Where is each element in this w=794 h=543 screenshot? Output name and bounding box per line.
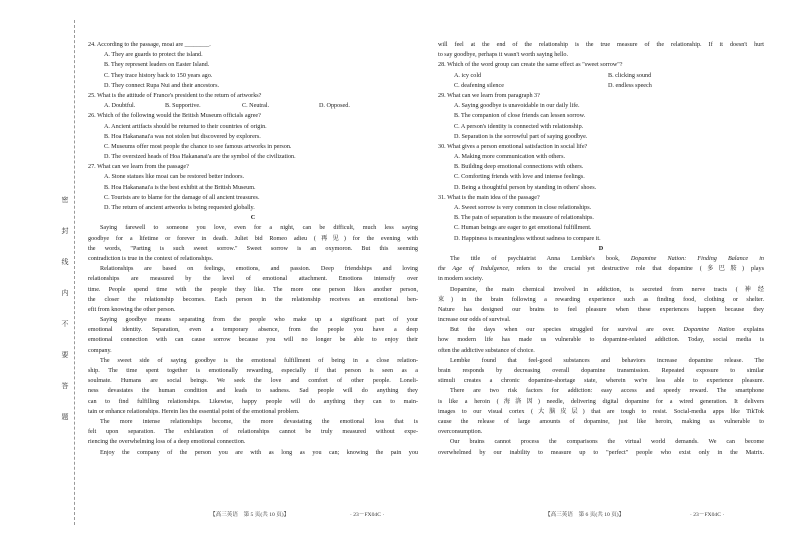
text-run: tain or enhance relationships. Herein lies the essential point of the emotional problem. bbox=[88, 408, 300, 415]
text-run: in modern society. bbox=[438, 276, 484, 283]
text-line bbox=[88, 437, 418, 447]
text-line bbox=[438, 325, 764, 335]
option-row bbox=[438, 71, 764, 81]
text-run: overwhelmed by our inability to measure up to "perfect" people who exist only in the Matrix. bbox=[438, 449, 764, 456]
text-line bbox=[88, 254, 418, 264]
text-line bbox=[438, 203, 764, 213]
text-run: B. Building deep emotional connections with others. bbox=[454, 164, 584, 171]
text-run: 31. What is the main idea of the passage? bbox=[438, 194, 540, 201]
text-line bbox=[438, 111, 764, 121]
text-line bbox=[438, 356, 764, 366]
text-line bbox=[88, 142, 418, 152]
text-run: is like a heroin (海洛因) needle, delivering digital dopamine for a wired generation. It delivers bbox=[438, 398, 764, 405]
seal-note-char: 要 bbox=[61, 351, 69, 359]
text-run: Relationships are based on feelings, emotions, and passion. Deep friendships and loving bbox=[100, 266, 418, 273]
page-label: 【高三英语 第 6 页(共 10 页)】 bbox=[545, 512, 625, 518]
right-column bbox=[438, 40, 764, 458]
text-run: C. Human beings are eager to get emotional fulfillment. bbox=[454, 225, 592, 232]
text-line bbox=[88, 81, 418, 91]
text-run: to say goodbye, perhaps it wasn't worth saying hello. bbox=[438, 52, 569, 59]
text-line bbox=[438, 305, 764, 315]
text-run: B. Hoa Hakananai'a was not stolen but discovered by explorers. bbox=[104, 133, 261, 140]
text-line bbox=[88, 172, 418, 182]
text-line bbox=[88, 295, 418, 305]
text-run: A. They are guards to protect the island. bbox=[104, 52, 203, 59]
text-line bbox=[438, 407, 764, 417]
text-run: Enjoy the company of the person you are with as long as you can; knowing the pain you bbox=[100, 449, 418, 456]
seal-note-char: 题 bbox=[61, 413, 69, 421]
text-run: A. Sweet sorrow is very common in close relationships. bbox=[454, 205, 592, 211]
text-line bbox=[438, 427, 764, 437]
text-run: B. The companion of close friends can lessen sorrow. bbox=[454, 113, 586, 120]
text-line bbox=[438, 254, 764, 264]
footer-left bbox=[210, 510, 385, 518]
text-run: Lembke found that feel-good substances and behaviors increase dopamine release. The bbox=[450, 357, 764, 364]
text-line bbox=[88, 366, 418, 376]
text-line bbox=[88, 162, 418, 172]
seal-line bbox=[74, 20, 75, 525]
text-line bbox=[438, 397, 764, 407]
text-line bbox=[88, 274, 418, 284]
text-run: D. The oversized heads of Hoa Hakananai'a are the symbol of the civilization. bbox=[104, 154, 296, 161]
text-line bbox=[438, 386, 764, 396]
text-line bbox=[88, 427, 418, 437]
italic-title: the Age of Indulgence bbox=[438, 266, 508, 273]
seal-note-char: 内 bbox=[61, 289, 69, 297]
text-run: 27. What can we learn from the passage? bbox=[88, 164, 189, 171]
exam-code: · 23－FX04C · bbox=[690, 512, 725, 518]
text-run: increase our odds of survival. bbox=[438, 317, 511, 324]
answer-option: D. endless speech bbox=[608, 82, 652, 89]
text-line bbox=[88, 397, 418, 407]
text-line bbox=[438, 193, 764, 203]
text-run: efit from knowing the other person. bbox=[88, 306, 176, 313]
text-run: C. A person's identity is connected with relationship. bbox=[454, 123, 584, 130]
text-run: There are two risk factors for addiction: easy access and speedy reward. The smartphone bbox=[450, 388, 764, 395]
binding-margin bbox=[0, 0, 80, 543]
text-run: 28. Which of the word group can create the same effect as "sweet sorrow"? bbox=[438, 62, 623, 69]
text-run: explains bbox=[734, 327, 764, 334]
text-line bbox=[438, 346, 764, 356]
text-run: A. Ancient artifacts should be returned to their countries of origin. bbox=[104, 123, 267, 130]
text-line bbox=[88, 417, 418, 427]
text-run: C. Museums offer most people the chance to see famous artworks in person. bbox=[104, 143, 292, 150]
text-run: , refers to the crucial yet destructive role that dopamine (多巴胺) plays bbox=[507, 266, 764, 273]
text-run: B. The pain of separation is the measure of relationships. bbox=[454, 215, 594, 222]
text-line bbox=[438, 162, 764, 172]
text-run: D. The return of ancient artworks is being requested globally. bbox=[104, 205, 255, 211]
text-run: overconsumption. bbox=[438, 429, 483, 436]
text-run: C bbox=[250, 215, 256, 222]
text-run: 30. What gives a person emotional satisfaction in social life? bbox=[438, 143, 588, 150]
text-run: The more intense relationships become, the more devastating the emotional loss that is bbox=[100, 418, 418, 425]
text-line bbox=[438, 417, 764, 427]
text-line bbox=[88, 346, 418, 356]
exam-code: · 23－FX04C · bbox=[350, 512, 385, 518]
text-run: images to our visual cortex (大脑皮层) that are tough to resist. Social-media apps like TikTok bbox=[438, 408, 764, 415]
section-heading bbox=[88, 213, 418, 223]
text-run: 束) in the brain following a rewarding experience such as finding food, clothing or shelter. bbox=[438, 296, 764, 303]
text-line bbox=[88, 264, 418, 274]
text-line bbox=[438, 122, 764, 132]
text-run: Saying goodbye means separating from the people who make up a significant part of your bbox=[100, 317, 418, 324]
text-line bbox=[438, 295, 764, 305]
text-line bbox=[438, 448, 764, 458]
text-line bbox=[88, 50, 418, 60]
text-line bbox=[438, 183, 764, 193]
text-run: D. Separation is the sorrowful part of saying goodbye. bbox=[454, 133, 588, 140]
seal-note-char: 不 bbox=[61, 320, 69, 328]
text-line bbox=[88, 203, 418, 213]
text-run: D. Being a thoughtful person by standing in others' shoes. bbox=[454, 184, 597, 191]
text-line bbox=[88, 122, 418, 132]
text-line bbox=[438, 152, 764, 162]
text-line bbox=[438, 142, 764, 152]
seal-line-notice bbox=[60, 185, 70, 433]
left-column bbox=[88, 40, 418, 458]
text-line bbox=[88, 40, 418, 50]
text-run: 29. What can we learn from paragraph 3? bbox=[438, 92, 540, 99]
text-run: soulmate. Humans are social beings. We seek the love and comfort of other people. Loneli- bbox=[88, 378, 418, 385]
text-run: D. They connect Rupa Nui and their ancestors. bbox=[104, 82, 219, 89]
text-run: C. Comforting friends with love and intense feelings. bbox=[454, 174, 585, 181]
text-line bbox=[438, 234, 764, 244]
text-line bbox=[88, 234, 418, 244]
footer-right bbox=[545, 510, 725, 518]
text-run: time. People spend time with the people they like. The more one person likes another person, bbox=[88, 286, 418, 293]
option-row bbox=[438, 81, 764, 91]
text-run: A. Saying goodbye is unavoidable in our daily life. bbox=[454, 103, 580, 110]
text-line bbox=[88, 407, 418, 417]
answer-option: A. icy cold bbox=[454, 72, 482, 79]
text-line bbox=[88, 356, 418, 366]
text-run: 26. Which of the following would the British Museum officials agree? bbox=[88, 113, 261, 120]
text-line bbox=[438, 366, 764, 376]
text-line bbox=[438, 315, 764, 325]
text-line bbox=[438, 274, 764, 284]
text-line bbox=[88, 71, 418, 81]
seal-note-char: 封 bbox=[61, 227, 69, 235]
answer-option: C. Neutral. bbox=[242, 103, 270, 110]
text-run: The sweet side of saying goodbye is the emotional fulfillment of being in a close relation- bbox=[100, 357, 418, 364]
text-run: C. Tourists are to blame for the damage of all ancient treasures. bbox=[104, 194, 260, 201]
text-run: D. Happiness is meaningless without sadness to compare it. bbox=[454, 235, 601, 242]
text-line bbox=[88, 386, 418, 396]
text-run: can to find fulfilling relationships. Likewise, happy people will do anything they can to main- bbox=[88, 398, 418, 405]
text-line bbox=[88, 244, 418, 254]
text-line bbox=[438, 132, 764, 142]
text-run: A. Making more communication with others. bbox=[454, 154, 566, 161]
text-line bbox=[438, 50, 764, 60]
text-line bbox=[88, 285, 418, 295]
text-line bbox=[438, 213, 764, 223]
text-line bbox=[88, 325, 418, 335]
text-line bbox=[88, 183, 418, 193]
text-run: cause the release of large amounts of dopamine, just like heroin, making us vulnerable to bbox=[438, 418, 764, 425]
section-heading bbox=[438, 244, 764, 254]
text-line bbox=[88, 335, 418, 345]
text-run: will feel at the end of the relationship is the true measure of the relationship. If it doesn't hurt bbox=[438, 42, 764, 48]
page-label: 【高三英语 第 5 页(共 10 页)】 bbox=[210, 512, 290, 518]
text-line bbox=[438, 172, 764, 182]
text-line bbox=[438, 60, 764, 70]
text-run: felt upon separation. The exhilaration of relationships cannot be truly measured without expe- bbox=[88, 429, 418, 436]
seal-note-char: 线 bbox=[61, 258, 69, 266]
text-line bbox=[88, 91, 418, 101]
text-run: 24. According to the passage, moai are ________. bbox=[88, 42, 211, 48]
text-line bbox=[88, 152, 418, 162]
text-run: Nature has designed our brains to feel pleasure when these experiences happen because they bbox=[438, 306, 764, 313]
text-line bbox=[88, 60, 418, 70]
text-run: company. bbox=[88, 347, 112, 354]
answer-option: A. Doubtful. bbox=[104, 103, 136, 110]
text-line bbox=[88, 223, 418, 233]
text-run: emotional connection with can cause sorrow because you will no longer be able to enjoy their bbox=[88, 337, 418, 344]
text-line bbox=[88, 305, 418, 315]
option-row bbox=[88, 101, 418, 111]
text-line bbox=[438, 40, 764, 50]
answer-option: B. Supportive. bbox=[165, 103, 201, 110]
text-run: emotional identity. Separation, even a temporary absence, from the people you have a deep bbox=[88, 327, 418, 334]
seal-note-char: 密 bbox=[61, 196, 69, 204]
seal-note-char: 答 bbox=[61, 382, 69, 390]
text-run: The title of psychiatrist Anna Lembke's book, bbox=[450, 255, 631, 262]
text-line bbox=[438, 285, 764, 295]
text-run: how modern life has made us vulnerable to dopamine-related addiction. Today, social media is bbox=[438, 337, 764, 344]
text-line bbox=[438, 101, 764, 111]
text-run: C. They trace history back to 150 years ago. bbox=[104, 72, 213, 79]
text-run: relationships are measured by the level of emotional attachment. Emotions intensify over bbox=[88, 276, 418, 283]
text-run: Our brains cannot process the comparisons the virtual world demands. We can become bbox=[450, 439, 764, 446]
italic-title: Dopamine Nation: Finding Balance in bbox=[630, 255, 764, 262]
answer-option: D. Opposed. bbox=[319, 103, 350, 110]
text-line bbox=[438, 91, 764, 101]
italic-title: Dopamine Nation bbox=[683, 327, 735, 334]
text-line bbox=[438, 223, 764, 233]
text-line bbox=[88, 448, 418, 458]
text-run: Saying farewell to someone you love, even for a night, can be difficult, much less saying bbox=[100, 225, 418, 232]
text-run: brain responds by decreasing overall dopamine transmission. Repeated exposure to similar bbox=[438, 368, 764, 374]
text-run: stimuli creates a chronic dopamine-shortage state, wherein we're less able to experience pleasure. bbox=[438, 378, 764, 385]
text-line bbox=[438, 437, 764, 447]
text-run: the words, "Parting is such sweet sorrow." Sweet sorrow is an oxymoron. But this seeming bbox=[88, 245, 418, 252]
text-line bbox=[88, 132, 418, 142]
text-run: B. They represent leaders on Easter Island. bbox=[104, 62, 210, 69]
text-run: often the addictive substance of choice. bbox=[438, 347, 535, 354]
text-run: contradiction is true in the context of relationships. bbox=[88, 255, 214, 262]
text-line bbox=[88, 315, 418, 325]
text-line bbox=[88, 376, 418, 386]
answer-option: C. deafening silence bbox=[454, 82, 504, 89]
text-run: the closer the relationship becomes. Each person in the relationship receives an emotional ben- bbox=[88, 296, 418, 303]
text-run: ness devastates the human condition and leads to sadness. Sad people will do anything they bbox=[88, 388, 418, 395]
text-run: D bbox=[598, 245, 604, 252]
text-line bbox=[88, 111, 418, 121]
text-run: 25. What is the attitude of France's president to the return of artworks? bbox=[88, 92, 262, 99]
text-run: Dopamine, the main chemical involved in addiction, is secreted from nerve tracts (神经 bbox=[450, 286, 764, 293]
text-line bbox=[438, 264, 764, 274]
text-line bbox=[438, 335, 764, 345]
text-run: A. Stone statues like moai can be restored better indoors. bbox=[104, 174, 245, 181]
text-run: ship. The time spent together is emotionally rewarding, especially if that person is seen as a bbox=[88, 368, 418, 374]
text-run: goodbye for a lifetime or forever in death. Juliet bid Romeo adieu (再见) for the evening with bbox=[88, 235, 418, 242]
text-line bbox=[438, 376, 764, 386]
text-run: riencing the overwhelming loss of a deep emotional connection. bbox=[88, 439, 246, 446]
text-line bbox=[88, 193, 418, 203]
text-run: But the days when our species struggled for survival are over. bbox=[450, 327, 684, 334]
answer-option: B. clicking sound bbox=[608, 72, 652, 79]
text-run: B. Hoa Hakananai'a is the best exhibit at the British Museum. bbox=[104, 184, 256, 191]
